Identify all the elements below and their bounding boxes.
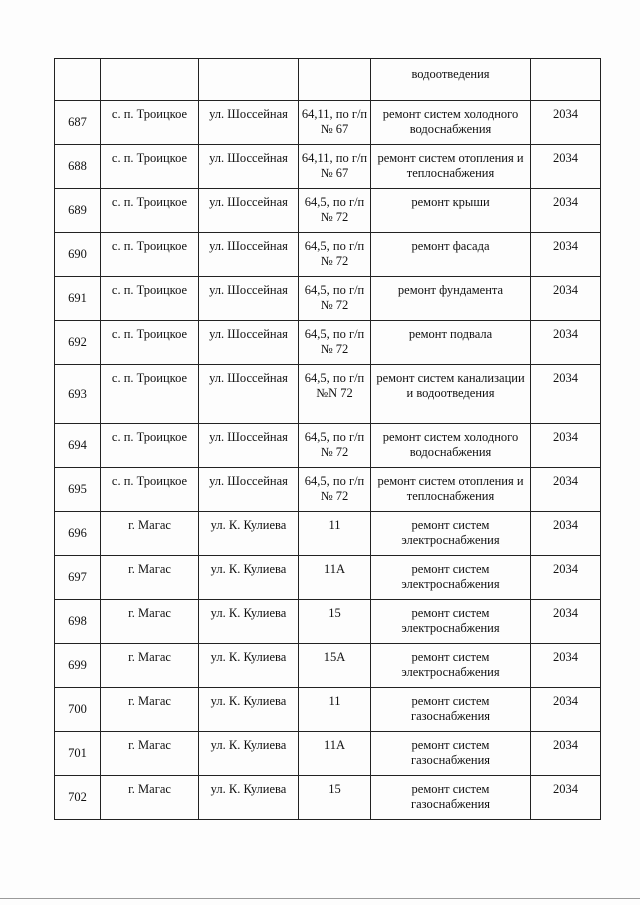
table-row [55, 277, 601, 321]
cell-street: ул. Шоссейная [199, 277, 299, 321]
cell-street: ул. К. Кулиева [199, 644, 299, 688]
cell-house: 11А [299, 556, 371, 600]
cell-street: ул. Шоссейная [199, 189, 299, 233]
table-row [55, 688, 601, 732]
cell-work: ремонт систем отопления и теплоснабжения [371, 468, 531, 512]
cell-settlement: г. Магас [101, 512, 199, 556]
cell-street: ул. Шоссейная [199, 365, 299, 424]
cell-num: 696 [55, 512, 101, 556]
cell-work: ремонт фундамента [371, 277, 531, 321]
cell-year: 2034 [531, 556, 601, 600]
cell-house: 64,5, по г/п № 72 [299, 277, 371, 321]
cell-settlement: с. п. Троицкое [101, 189, 199, 233]
cell-street: ул. К. Кулиева [199, 512, 299, 556]
cell-street: ул. Шоссейная [199, 468, 299, 512]
cell-settlement: с. п. Троицкое [101, 468, 199, 512]
cell-work: ремонт подвала [371, 321, 531, 365]
table-row [55, 468, 601, 512]
cell-settlement: с. п. Троицкое [101, 101, 199, 145]
table-row [55, 556, 601, 600]
cell-num: 700 [55, 688, 101, 732]
cell-house: 64,11, по г/п № 67 [299, 101, 371, 145]
cell-house [299, 59, 371, 101]
cell-street: ул. К. Кулиева [199, 732, 299, 776]
cell-year: 2034 [531, 512, 601, 556]
cell-num [55, 59, 101, 101]
cell-year: 2034 [531, 424, 601, 468]
cell-num: 688 [55, 145, 101, 189]
table-row [55, 776, 601, 820]
table-row [55, 233, 601, 277]
page-edge-line [0, 898, 640, 899]
cell-house: 11А [299, 732, 371, 776]
cell-house: 15 [299, 600, 371, 644]
cell-house: 64,5, по г/п № 72 [299, 321, 371, 365]
cell-street: ул. Шоссейная [199, 233, 299, 277]
cell-street: ул. К. Кулиева [199, 600, 299, 644]
cell-work: ремонт крыши [371, 189, 531, 233]
cell-num: 693 [55, 365, 101, 424]
cell-year [531, 59, 601, 101]
cell-work: ремонт систем газоснабжения [371, 732, 531, 776]
cell-house: 11 [299, 688, 371, 732]
table-row [55, 321, 601, 365]
cell-num: 695 [55, 468, 101, 512]
cell-street: ул. Шоссейная [199, 321, 299, 365]
cell-street: ул. Шоссейная [199, 145, 299, 189]
cell-settlement: г. Магас [101, 556, 199, 600]
cell-settlement: г. Магас [101, 732, 199, 776]
cell-house: 64,5, по г/п №N 72 [299, 365, 371, 424]
cell-year: 2034 [531, 321, 601, 365]
table-row [55, 189, 601, 233]
cell-num: 692 [55, 321, 101, 365]
cell-settlement: с. п. Троицкое [101, 365, 199, 424]
table-row [55, 365, 601, 424]
cell-street [199, 59, 299, 101]
table-row [55, 600, 601, 644]
cell-street: ул. Шоссейная [199, 424, 299, 468]
cell-work: ремонт систем газоснабжения [371, 688, 531, 732]
cell-year: 2034 [531, 189, 601, 233]
cell-settlement: г. Магас [101, 600, 199, 644]
cell-year: 2034 [531, 600, 601, 644]
cell-num: 687 [55, 101, 101, 145]
repair-schedule-table [54, 58, 601, 820]
cell-num: 694 [55, 424, 101, 468]
table-row [55, 732, 601, 776]
cell-house: 64,5, по г/п № 72 [299, 189, 371, 233]
cell-work: ремонт систем электроснабжения [371, 644, 531, 688]
cell-work: ремонт систем электроснабжения [371, 600, 531, 644]
cell-year: 2034 [531, 688, 601, 732]
cell-house: 15А [299, 644, 371, 688]
cell-street: ул. К. Кулиева [199, 776, 299, 820]
cell-settlement: г. Магас [101, 776, 199, 820]
cell-year: 2034 [531, 776, 601, 820]
cell-house: 64,5, по г/п № 72 [299, 233, 371, 277]
cell-settlement: г. Магас [101, 688, 199, 732]
cell-house: 11 [299, 512, 371, 556]
cell-street: ул. К. Кулиева [199, 556, 299, 600]
cell-settlement: г. Магас [101, 644, 199, 688]
cell-street: ул. К. Кулиева [199, 688, 299, 732]
cell-house: 64,5, по г/п № 72 [299, 424, 371, 468]
continuation-row [55, 59, 601, 101]
cell-settlement [101, 59, 199, 101]
cell-year: 2034 [531, 468, 601, 512]
cell-settlement: с. п. Троицкое [101, 233, 199, 277]
cell-work: водоотведения [371, 59, 531, 101]
cell-num: 691 [55, 277, 101, 321]
cell-year: 2034 [531, 145, 601, 189]
cell-num: 690 [55, 233, 101, 277]
cell-work: ремонт систем холодного водоснабжения [371, 101, 531, 145]
cell-street: ул. Шоссейная [199, 101, 299, 145]
table-row [55, 644, 601, 688]
cell-house: 15 [299, 776, 371, 820]
table-row [55, 101, 601, 145]
cell-work: ремонт систем газоснабжения [371, 776, 531, 820]
cell-work: ремонт систем отопления и теплоснабжения [371, 145, 531, 189]
cell-settlement: с. п. Троицкое [101, 145, 199, 189]
cell-house: 64,11, по г/п № 67 [299, 145, 371, 189]
table-row [55, 424, 601, 468]
cell-year: 2034 [531, 101, 601, 145]
table-row [55, 512, 601, 556]
cell-settlement: с. п. Троицкое [101, 277, 199, 321]
cell-work: ремонт систем электроснабжения [371, 512, 531, 556]
cell-year: 2034 [531, 732, 601, 776]
cell-work: ремонт фасада [371, 233, 531, 277]
cell-settlement: с. п. Троицкое [101, 424, 199, 468]
cell-num: 698 [55, 600, 101, 644]
cell-year: 2034 [531, 365, 601, 424]
cell-year: 2034 [531, 233, 601, 277]
cell-house: 64,5, по г/п № 72 [299, 468, 371, 512]
cell-num: 701 [55, 732, 101, 776]
cell-settlement: с. п. Троицкое [101, 321, 199, 365]
cell-work: ремонт систем холодного водоснабжения [371, 424, 531, 468]
cell-work: ремонт систем электроснабжения [371, 556, 531, 600]
table-row [55, 145, 601, 189]
cell-num: 689 [55, 189, 101, 233]
cell-num: 699 [55, 644, 101, 688]
cell-year: 2034 [531, 644, 601, 688]
cell-year: 2034 [531, 277, 601, 321]
cell-num: 702 [55, 776, 101, 820]
cell-num: 697 [55, 556, 101, 600]
cell-work: ремонт систем канализации и водоотведения [371, 365, 531, 424]
